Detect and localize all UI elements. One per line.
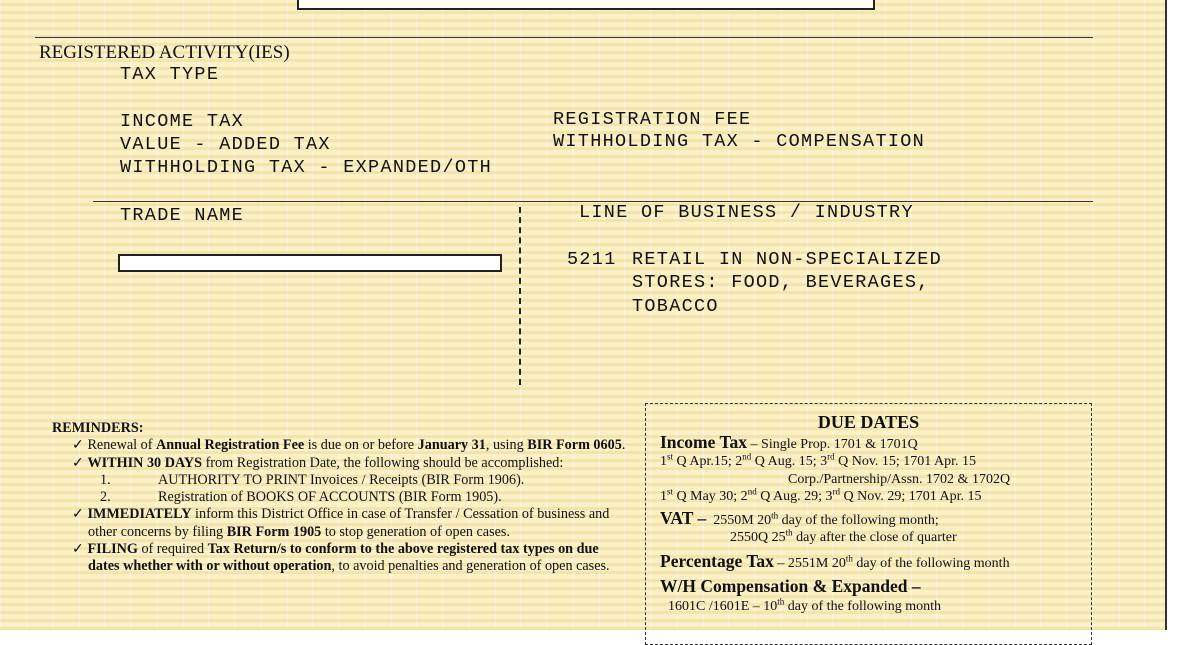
redacted-trade-name (118, 254, 502, 272)
tax-type-header: TAX TYPE (120, 64, 220, 85)
check-icon: ✓ (72, 541, 88, 558)
due-text: 2550M 20 (713, 512, 772, 528)
due-row-wh-detail: 1601C /1601E – 10th day of the following month (668, 595, 941, 614)
reminder-text: is due on or before (304, 437, 418, 454)
tax-type-item: WITHHOLDING TAX - EXPANDED/OTH (120, 157, 493, 178)
due-row-single-quarters: 1st Q Apr.15; 2nd Q Aug. 15; 3rd Q Nov. 15; 1701 Apr. 15 (660, 451, 977, 469)
line-of-business-header: LINE OF BUSINESS / INDUSTRY (579, 202, 914, 223)
due-text: day after the close of quarter (792, 530, 957, 545)
due-label: Income Tax (660, 431, 748, 452)
section-title: REGISTERED ACTIVITY(IES) (39, 42, 290, 63)
subitem-number: 2. (100, 489, 111, 506)
check-icon: ✓ (72, 454, 88, 471)
tax-type-item: WITHHOLDING TAX - COMPENSATION (553, 131, 926, 152)
psic-code: 5211 (567, 249, 617, 270)
reminder-text: inform this District Office in case of Transfer / Cessation of business and other concerns by filing (88, 506, 610, 540)
reminders-section (52, 420, 632, 576)
due-row-percentage: Percentage Tax – 2551M 20th day of the following month (660, 550, 1010, 571)
check-icon: ✓ (72, 506, 88, 523)
due-row-vat-quarterly: 2550Q 25th day after the close of quarter (730, 527, 957, 545)
reminder-text: BIR Form 1905 (226, 523, 322, 540)
tax-type-item: VALUE - ADDED TAX (120, 134, 331, 155)
tax-type-item: REGISTRATION FEE (553, 109, 752, 130)
reminder-text: of required (137, 541, 208, 558)
reminder-text: Annual Registration Fee (156, 437, 305, 454)
due-text: day of the following month (852, 555, 1010, 571)
due-text: Corp./Partnership/Assn. 1702 & 1702Q (788, 471, 1011, 487)
due-row-income-tax (646, 431, 1091, 454)
reminder-text: Registration of BOOKS OF ACCOUNTS (BIR Form 1905). (158, 489, 502, 506)
subitem-number: 1. (100, 471, 111, 488)
check-icon: ✓ (72, 437, 88, 454)
reminder-item (52, 437, 632, 454)
reminder-item (52, 506, 632, 541)
reminder-text: IMMEDIATELY (87, 506, 192, 523)
reminder-item (52, 455, 632, 472)
due-row-wh (646, 578, 1091, 598)
due-text: day of the following month (784, 598, 941, 614)
business-line: TOBACCO (632, 296, 719, 317)
due-label: Percentage Tax (660, 550, 774, 571)
due-text: – 2551M 20 (773, 555, 846, 571)
reminder-text: to stop generation of open cases. (321, 523, 510, 540)
header-box (297, 0, 875, 10)
reminder-text: from Registration Date, the following should be accomplished: (202, 454, 564, 471)
reminder-text: Tax Return/s to conform to the above registered tax types on due dates whether with or without operation (88, 541, 599, 575)
due-row-corp (646, 471, 1091, 489)
reminder-text: January 31 (417, 437, 486, 454)
reminder-subitem (52, 489, 632, 506)
reminder-item (52, 541, 632, 576)
business-line: STORES: FOOD, BEVERAGES, (632, 272, 930, 293)
reminder-subitem (52, 472, 632, 489)
due-label: W/H Compensation & Expanded – (660, 576, 921, 596)
reminder-text: . (621, 437, 626, 454)
top-divider (35, 37, 1093, 38)
due-dates-title: DUE DATES (817, 412, 920, 432)
reminder-text: BIR Form 0605 (527, 437, 622, 454)
tax-type-item: INCOME TAX (120, 111, 245, 132)
due-label: VAT – (660, 507, 707, 528)
due-row-vat: VAT – 2550M 20th day of the following month; (660, 507, 939, 528)
column-separator (519, 207, 521, 385)
business-line: RETAIL IN NON-SPECIALIZED (632, 249, 943, 270)
reminder-text: AUTHORITY TO PRINT Invoices / Receipts (BIR Form 1906). (158, 471, 525, 488)
due-dates-box (645, 403, 1092, 645)
reminder-text: , to avoid penalties and generation of open cases. (331, 558, 610, 575)
reminder-text: , using (485, 437, 528, 454)
reminder-text: Renewal of (87, 437, 156, 454)
due-text: day of the following month; (778, 512, 939, 528)
due-text: – Single Prop. 1701 & 1701Q (750, 436, 918, 452)
due-text: 1601C /1601E – 10 (668, 598, 778, 614)
due-text: 2550Q 25 (730, 530, 786, 545)
trade-name-header: TRADE NAME (120, 205, 245, 226)
reminders-title: REMINDERS: (52, 420, 144, 436)
reminder-text: WITHIN 30 DAYS (87, 454, 203, 471)
reminder-text: FILING (87, 541, 138, 558)
due-row-corp-quarters: 1st Q May 30; 2nd Q Aug. 29; 3rd Q Nov. 29; 1701 Apr. 15 (660, 486, 982, 504)
